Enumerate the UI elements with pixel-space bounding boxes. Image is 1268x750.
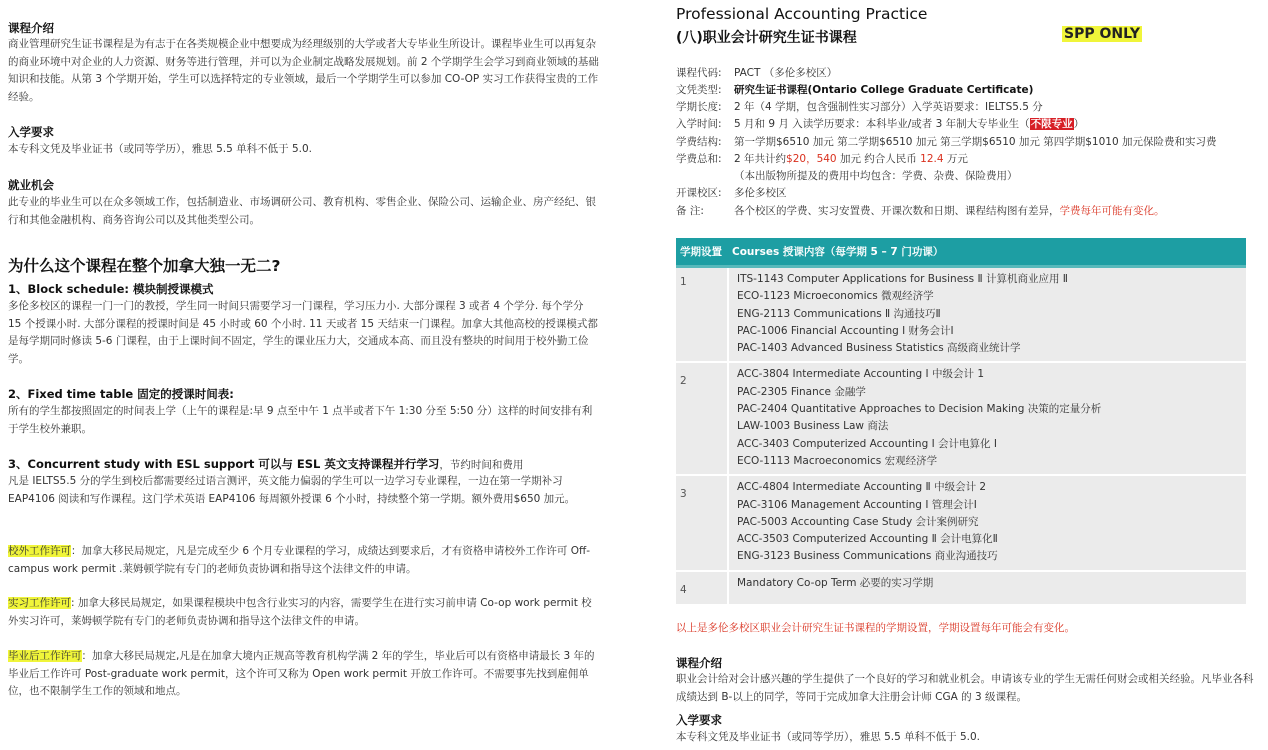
semester-courses — [728, 362, 1246, 475]
course-table-header — [676, 238, 1246, 267]
table-row — [676, 475, 1246, 570]
col-courses-header: Courses 授课内容（每学期 5 – 7 门功课） — [728, 238, 1246, 267]
info-campus-value: 多伦多校区 — [734, 187, 787, 199]
course-item: ACC-3403 Computerized Accounting Ⅰ 会计电算化 Ⅰ — [737, 437, 997, 450]
info-code-value: PACT （多伦多校区） — [734, 67, 838, 79]
info-length-label: 学期长度: — [676, 101, 722, 113]
info-fee-note-value: （本出版物所提及的费用中均包含：学费、杂费、保险费用） — [734, 170, 1018, 182]
info-fee-total — [676, 151, 1262, 166]
info-fee-structure-label: 学费结构: — [676, 136, 722, 148]
course-item: ACC-4804 Intermediate Accounting Ⅱ 中级会计 2 — [737, 481, 987, 494]
admission-body: 本专科文凭及毕业证书（或同等学历），雅思 5.5 单科不低于 5.0. — [8, 143, 312, 155]
why-unique-heading: 为什么这个课程在整个加拿大独一无二? — [8, 257, 281, 275]
course-item: Mandatory Co-op Term 必要的实习学期 — [737, 576, 934, 589]
course-item: LAW-1003 Business Law 商法 — [737, 420, 889, 433]
info-fee-total-mid: 加元 约合人民币 — [836, 153, 921, 165]
permit-offcampus — [8, 543, 600, 578]
block-schedule-title: 1、Block schedule: 模块制授课模式 — [8, 282, 214, 296]
info-diploma-label: 文凭类型: — [676, 84, 722, 96]
table-note: 以上是多伦多校区职业会计研究生证书课程的学期设置，学期设置每年可能会有变化。 — [676, 622, 1075, 634]
semester-courses — [728, 475, 1246, 570]
info-remark-red: 学费每年可能有变化。 — [1059, 205, 1165, 217]
table-row — [676, 571, 1246, 605]
program-title-cn: (八)职业会计研究生证书课程 — [676, 30, 857, 46]
course-item: PAC-1006 Financial Accounting Ⅰ 财务会计Ⅰ — [737, 324, 954, 337]
employment-body: 此专业的毕业生可以在众多领域工作，包括制造业、市场调研公司、教育机构、零售企业、保险公司、运输企业、房产经纪、银行和其他金融机构、商务咨询公司以及其他类型公司。 — [8, 196, 596, 226]
admission-title: 入学要求 — [8, 125, 54, 139]
info-fee-total-cad: $20，540 — [786, 153, 837, 165]
fixed-timetable-title: 2、Fixed time table 固定的授课时间表: — [8, 387, 234, 401]
info-fee-total-label: 学费总和: — [676, 153, 722, 165]
program-title-en: Professional Accounting Practice — [676, 5, 928, 23]
course-item: PAC-5003 Accounting Case Study 会计案例研究 — [737, 515, 979, 528]
info-fee-total-suffix: 万元 — [943, 153, 968, 165]
course-item: PAC-2305 Finance 金融学 — [737, 385, 866, 398]
info-intake-label: 入学时间: — [676, 118, 722, 130]
info-diploma — [676, 82, 1262, 97]
course-item: ITS-1143 Computer Applications for Business Ⅱ 计算机商业应用 Ⅱ — [737, 273, 1068, 285]
esl-body: 凡是 IELTS5.5 分的学生到校后都需要经过语言测评，英文能力偏弱的学生可以一边学习专业课程，一边在第一学期补习 EAP4106 阅读和写作课程。这门学术英语 EAP4106 每周额外授课 6 个小时，持续整个第一学期。额外费用$650 加元。 — [8, 475, 576, 505]
info-intake-end: ） — [1073, 118, 1085, 130]
info-code — [676, 65, 1262, 80]
info-length-value: 2 年（4 学期，包含强制性实习部分）入学英语要求：IELTS5.5 分 — [734, 101, 1043, 113]
info-campus-label: 开课校区: — [676, 187, 722, 199]
info-intake — [676, 116, 1262, 131]
info-intake-value: 5 月和 9 月 入读学历要求：本科毕业/或者 3 年制大专毕业生（ — [734, 118, 1030, 130]
permit-postgrad-body: ：加拿大移民局规定,凡是在加拿大境内正规高等教育机构学满 2 年的学生，毕业后可以有资格申请最长 3 年的毕业后工作许可 Post-graduate work permit，这个许可又称为 Open work permit 开放工作许可。不需要事先找到雇佣单位，也不限制学生工作的领域和地点。 — [8, 650, 595, 697]
permit-postgrad-label: 毕业后工作许可 — [8, 650, 82, 662]
course-item: ENG-3123 Business Communications 商业沟通技巧 — [737, 550, 998, 563]
semester-number: 3 — [676, 475, 728, 570]
semester-courses — [728, 267, 1246, 363]
course-item: ACC-3503 Computerized Accounting Ⅱ 会计电算化Ⅱ — [737, 533, 998, 546]
intro-body: 商业管理研究生证书课程是为有志于在各类规模企业中想要成为经理级别的大学或者大专毕业生所设计。课程毕业生可以再复杂的商业环境中对企业的人力资源、财务等进行管理，并可以为企业制定战略发展规划。前 2 个学期学生会学习到商业领域的基础知识和技能。从第 3 个学期开始，学生可以选择特定的专业领域，最后一个学期学生可以参加 CO-OP 实习工作获得宝贵的工作经验。 — [8, 38, 599, 103]
esl-title: 3、Concurrent study with ESL support 可以与 ESL 英文支持课程并行学习 — [8, 457, 440, 471]
info-fee-structure — [676, 134, 1262, 149]
info-fee-total-prefix: 2 年共计约 — [734, 153, 787, 165]
info-remark-label: 备 注: — [676, 205, 704, 217]
permit-coop-label: 实习工作许可 — [8, 597, 71, 609]
info-length — [676, 99, 1262, 114]
course-item: PAC-1403 Advanced Business Statistics 高级商业统计学 — [737, 342, 1021, 355]
employment-title: 就业机会 — [8, 178, 54, 192]
course-item: ENG-2113 Communications Ⅱ 沟通技巧Ⅱ — [737, 307, 941, 320]
spp-only-badge: SPP ONLY — [1064, 26, 1140, 42]
col-semester-header: 学期设置 — [676, 238, 728, 267]
course-item: ECO-1123 Microeconomics 微观经济学 — [737, 290, 934, 303]
semester-courses — [728, 571, 1246, 605]
permit-postgrad — [8, 648, 600, 701]
info-fee-note — [676, 168, 1262, 183]
pact-intro-title: 课程介绍 — [676, 656, 722, 670]
table-row — [676, 362, 1246, 475]
block-schedule-body: 多伦多校区的课程一门一门的教授，学生同一时间只需要学习一门课程，学习压力小. 大部分课程 3 或者 4 个学分. 每个学分 15 个授课小时. 大部分课程的授课时间是 45 小时或 60 个小时. 11 天或者 15 天结束一门课程。加拿大其他高校的授课模式都是每学期同时修读 5-6 门课程，由于上课时间不固定，学生的课业压力大，交通成本高、而且没有整块的时间用于校外勤工俭学。 — [8, 300, 598, 365]
info-remark-value: 各个校区的学费、实习安置费、开课次数和日期、课程结构图有差异， — [734, 205, 1060, 217]
course-item: ACC-3804 Intermediate Accounting Ⅰ 中级会计 1 — [737, 368, 985, 381]
no-major-restriction-badge: 不限专业 — [1030, 118, 1073, 130]
permit-coop-body: : 加拿大移民局规定，如果课程模块中包含行业实习的内容，需要学生在进行实习前申请 Co-op work permit 校外实习许可，莱姆顿学院有专门的老师负责协调和指导这个法律文件的申请。 — [8, 597, 592, 627]
table-row — [676, 267, 1246, 363]
info-remark — [676, 203, 1262, 218]
info-fee-total-rmb: 12.4 — [920, 153, 944, 165]
esl-title-line — [8, 456, 600, 472]
info-fee-structure-value: 第一学期$6510 加元 第二学期$6510 加元 第三学期$6510 加元 第四学期$1010 加元保险费和实习费 — [734, 136, 1217, 148]
info-code-label: 课程代码: — [676, 67, 722, 79]
info-diploma-value: 研究生证书课程(Ontario College Graduate Certificate) — [734, 84, 1034, 96]
esl-title-suffix: ，节约时间和费用 — [439, 459, 524, 471]
pact-admission-title: 入学要求 — [676, 713, 722, 727]
info-campus — [676, 185, 1262, 200]
course-item: ECO-1113 Macroeconomics 宏观经济学 — [737, 454, 938, 467]
course-item: PAC-3106 Management Accounting Ⅰ 管理会计Ⅰ — [737, 498, 977, 511]
semester-number: 2 — [676, 362, 728, 475]
pact-intro-body: 职业会计给对会计感兴趣的学生提供了一个良好的学习和就业机会。申请该专业的学生无需任何财会或相关经验。凡毕业各科成绩达到 B-以上的同学，等同于完成加拿大注册会计师 CGA 的 3 级课程。 — [676, 673, 1254, 703]
fixed-timetable-body: 所有的学生都按照固定的时间表上学（上午的课程是:早 9 点至中午 1 点半或者下午 1:30 分至 5:50 分）这样的时间安排有利于学生校外兼职。 — [8, 405, 593, 435]
semester-number: 4 — [676, 571, 728, 605]
intro-title: 课程介绍 — [8, 21, 54, 35]
permit-coop — [8, 595, 600, 630]
semester-number: 1 — [676, 267, 728, 363]
permit-offcampus-body: ：加拿大移民局规定，凡是完成至少 6 个月专业课程的学习，成绩达到要求后，才有资格申请校外工作许可 Off-campus work permit .莱姆顿学院有专门的老师负责协调和指导这个法律文件的申请。 — [8, 545, 590, 575]
course-table — [676, 238, 1246, 606]
course-item: PAC-2404 Quantitative Approaches to Decision Making 决策的定量分析 — [737, 403, 1102, 416]
pact-admission-body: 本专科文凭及毕业证书（或同等学历），雅思 5.5 单科不低于 5.0. — [676, 731, 980, 743]
permit-offcampus-label: 校外工作许可 — [8, 545, 71, 557]
